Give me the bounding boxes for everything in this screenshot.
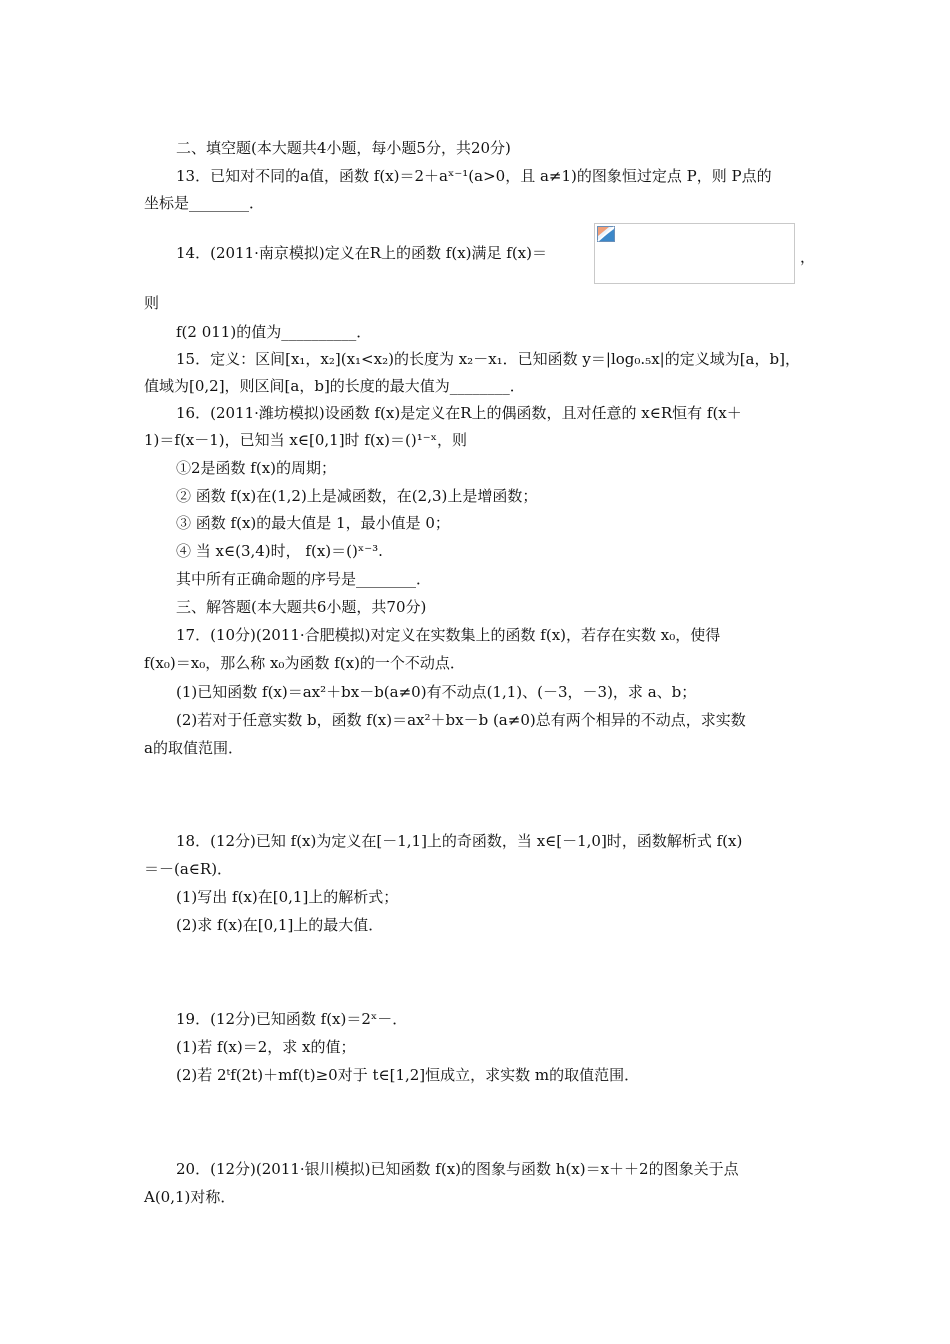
- q15-line1: 15．定义：区间[x₁，x₂](x₁<x₂)的长度为 x₂－x₁．已知函数 y＝|log₀.₅x|的定义域为[a，b]，: [176, 350, 800, 368]
- q19-part1: (1)若 f(x)＝2，求 x的值；: [176, 1038, 356, 1056]
- sec2-heading: 二、填空题(本大题共4小题，每小题5分，共20分): [176, 139, 511, 157]
- q16-item4: ④ 当 x∈(3,4)时， f(x)＝()ˣ⁻³.: [176, 542, 383, 560]
- q16-line2: 1)＝f(x－1)，已知当 x∈[0,1]时 f(x)＝()¹⁻ˣ，则: [144, 431, 468, 449]
- broken-image-placeholder: [594, 223, 795, 284]
- q16-ask: 其中所有正确命题的序号是________．: [176, 570, 432, 588]
- q13-line2: 坐标是________．: [144, 194, 265, 212]
- q16-item1: ①2是函数 f(x)的周期；: [176, 459, 337, 477]
- q20-line1: 20．(12分)(2011·银川模拟)已知函数 f(x)的图象与函数 h(x)＝x＋＋2的图象关于点: [176, 1160, 739, 1178]
- q15-line2: 值域为[0,2]，则区间[a，b]的长度的最大值为________．: [144, 377, 525, 395]
- q16-line1: 16．(2011·潍坊模拟)设函数 f(x)是定义在R上的偶函数，且对任意的 x∈R恒有 f(x＋: [176, 404, 742, 422]
- q14-line3: f(2 011)的值为__________．: [176, 323, 372, 341]
- q20-line2: A(0,1)对称．: [144, 1188, 236, 1206]
- broken-image-icon: [597, 226, 615, 242]
- q13-line1: 13．已知对不同的a值，函数 f(x)＝2＋aˣ⁻¹(a>0，且 a≠1)的图象恒过定点 P，则 P点的: [176, 167, 772, 185]
- q17-part2b: a的取值范围．: [144, 739, 243, 757]
- q14-line2: 则: [144, 294, 160, 312]
- q16-item2: ② 函数 f(x)在(1,2)上是减函数，在(2,3)上是增函数；: [176, 487, 538, 505]
- q19-line1: 19．(12分)已知函数 f(x)＝2ˣ－．: [176, 1010, 408, 1028]
- q17-line1: 17．(10分)(2011·合肥模拟)对定义在实数集上的函数 f(x)，若存在实数 x₀，使得: [176, 626, 721, 644]
- q17-line2: f(x₀)＝x₀，那么称 x₀为函数 f(x)的一个不动点．: [144, 654, 465, 672]
- q18-part2: (2)求 f(x)在[0,1]上的最大值．: [176, 916, 384, 934]
- q17-part2a: (2)若对于任意实数 b，函数 f(x)＝ax²＋bx－b (a≠0)总有两个相异的不动点，求实数: [176, 711, 746, 729]
- q19-part2: (2)若 2ᵗf(2t)＋mf(t)≥0对于 t∈[1,2]恒成立，求实数 m的取值范围．: [176, 1066, 640, 1084]
- q18-part1: (1)写出 f(x)在[0,1]上的解析式；: [176, 888, 399, 906]
- q14-trailing-comma: ，: [800, 248, 816, 266]
- q18-line2: ＝－(a∈R)．: [144, 860, 233, 878]
- q14-line1: 14．(2011·南京模拟)定义在R上的函数 f(x)满足 f(x)＝: [176, 244, 547, 262]
- q16-item3: ③ 函数 f(x)的最大值是 1，最小值是 0；: [176, 514, 450, 532]
- q18-line1: 18．(12分)已知 f(x)为定义在[－1,1]上的奇函数，当 x∈[－1,0]时，函数解析式 f(x): [176, 832, 743, 850]
- sec3-heading: 三、解答题(本大题共6小题，共70分): [176, 598, 427, 616]
- q17-part1: (1)已知函数 f(x)＝ax²＋bx－b(a≠0)有不动点(1,1)、(－3，－3)，求 a、b；: [176, 683, 697, 701]
